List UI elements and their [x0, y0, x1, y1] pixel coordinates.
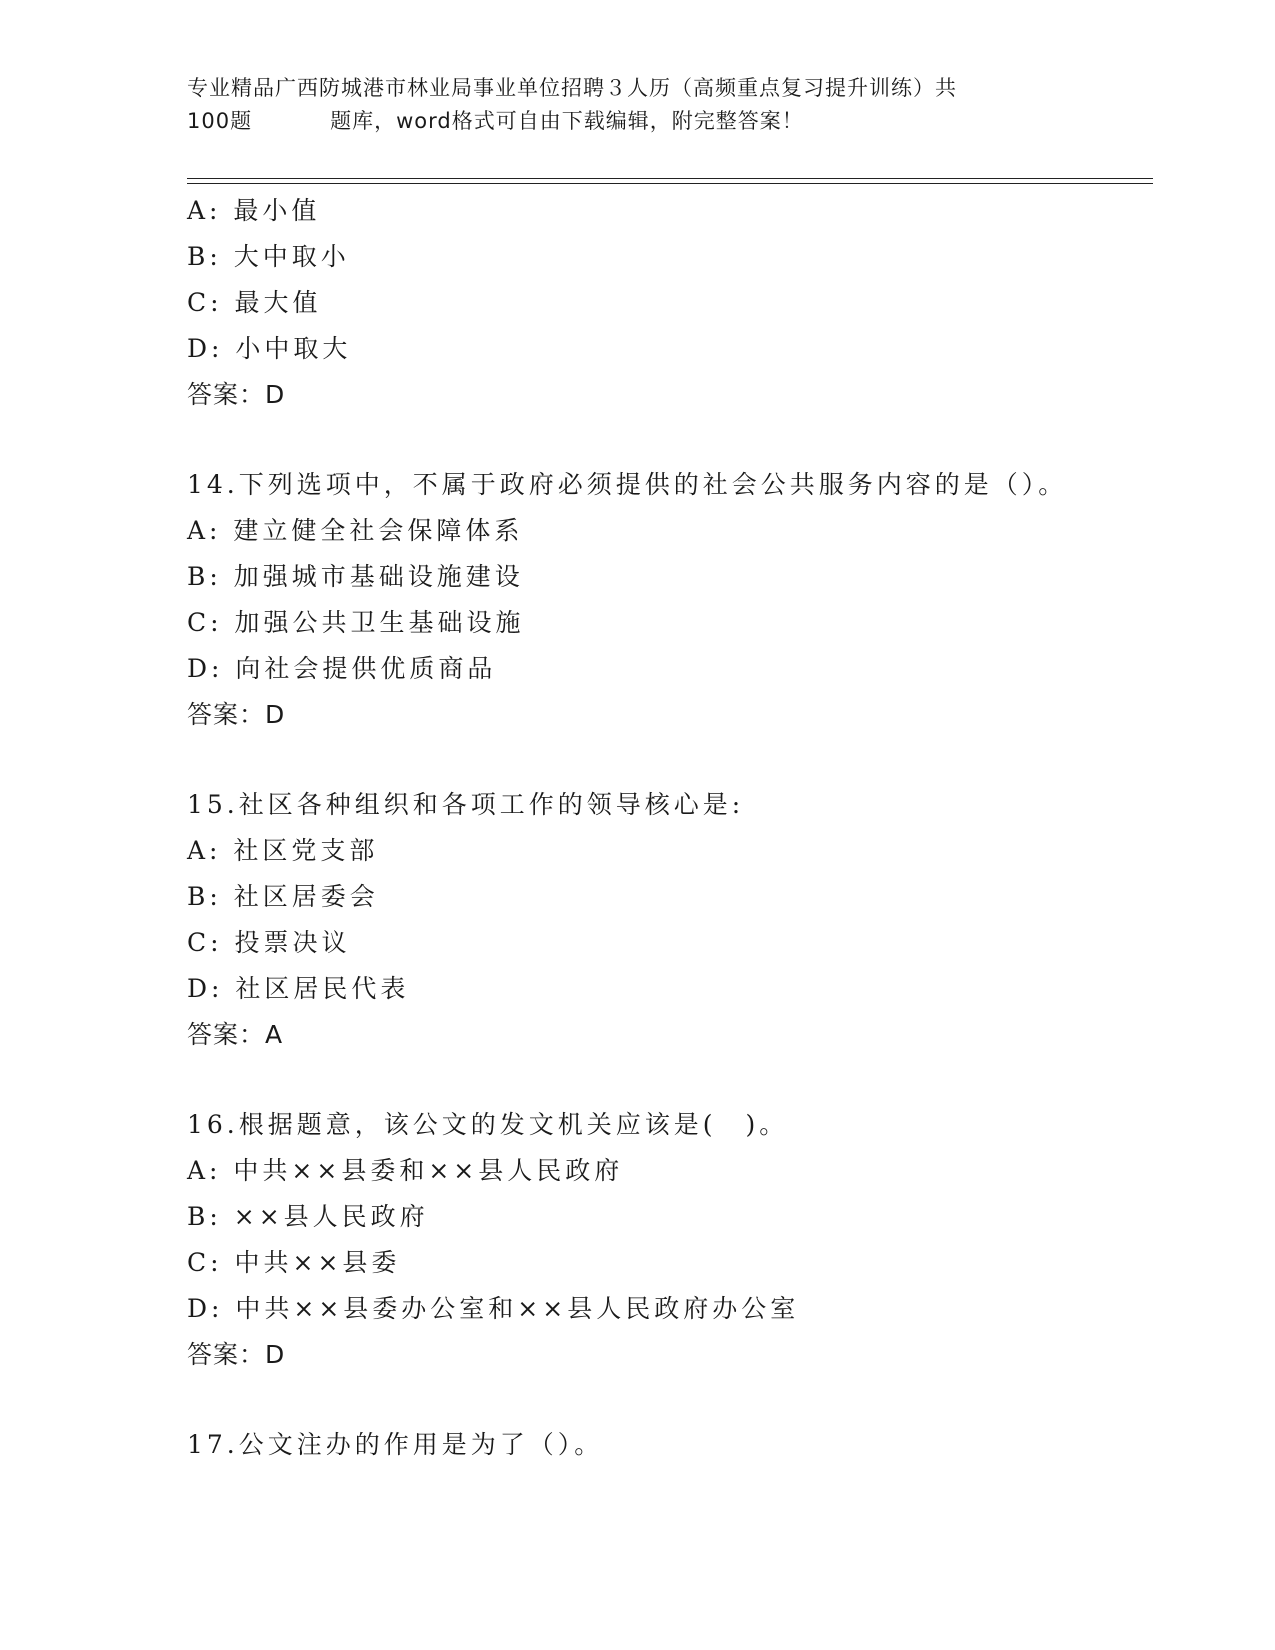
- option-a: A: 社区党支部: [187, 836, 379, 865]
- option-a: A: 建立健全社会保障体系: [187, 516, 524, 545]
- question-stem: 15.社区各种组织和各项工作的领导核心是:: [187, 790, 745, 819]
- option-c: C: 中共××县委: [187, 1248, 401, 1277]
- answer: 答案：A: [187, 1020, 284, 1049]
- option-c: C: 投票决议: [187, 928, 351, 957]
- question-15: [187, 782, 1153, 1058]
- header-question-count: 100题: [187, 109, 253, 133]
- option-c: C: 加强公共卫生基础设施: [187, 608, 525, 637]
- header-title-line2: [187, 105, 1067, 138]
- answer: 答案：D: [187, 380, 286, 409]
- question-stem: 16.根据题意，该公文的发文机关应该是( )。: [187, 1110, 789, 1139]
- header-title-line1: 专业精品广西防城港市林业局事业单位招聘３人历（高频重点复习提升训练）共: [187, 76, 957, 100]
- option-d: D: 小中取大: [187, 334, 352, 363]
- option-d: D: 向社会提供优质商品: [187, 654, 497, 683]
- header-description: 题库，word格式可自由下载编辑，附完整答案！: [330, 109, 804, 133]
- option-a: A: 最小值: [187, 196, 321, 225]
- question-17: [187, 1422, 1153, 1468]
- question-14: [187, 462, 1153, 738]
- answer: 答案：D: [187, 1340, 286, 1369]
- option-a: A: 中共××县委和××县人民政府: [187, 1156, 624, 1185]
- option-c: C: 最大值: [187, 288, 322, 317]
- question-16: [187, 1102, 1153, 1378]
- question-stem: 14.下列选项中，不属于政府必须提供的社会公共服务内容的是（）。: [187, 470, 1068, 499]
- header-divider-top: [187, 178, 1153, 179]
- option-b: B: 加强城市基础设施建设: [187, 562, 524, 591]
- option-d: D: 社区居民代表: [187, 974, 410, 1003]
- document-header: [187, 72, 1067, 138]
- question-stem: 17.公文注办的作用是为了（）。: [187, 1430, 604, 1459]
- option-b: B: 社区居委会: [187, 882, 379, 911]
- option-d: D: 中共××县委办公室和××县人民政府办公室: [187, 1294, 800, 1323]
- header-divider-bottom: [187, 183, 1153, 184]
- option-b: B: 大中取小: [187, 242, 350, 271]
- question-13-continued: [187, 188, 1153, 418]
- answer: 答案：D: [187, 700, 286, 729]
- question-list: [187, 188, 1153, 1468]
- option-b: B: ××县人民政府: [187, 1202, 429, 1231]
